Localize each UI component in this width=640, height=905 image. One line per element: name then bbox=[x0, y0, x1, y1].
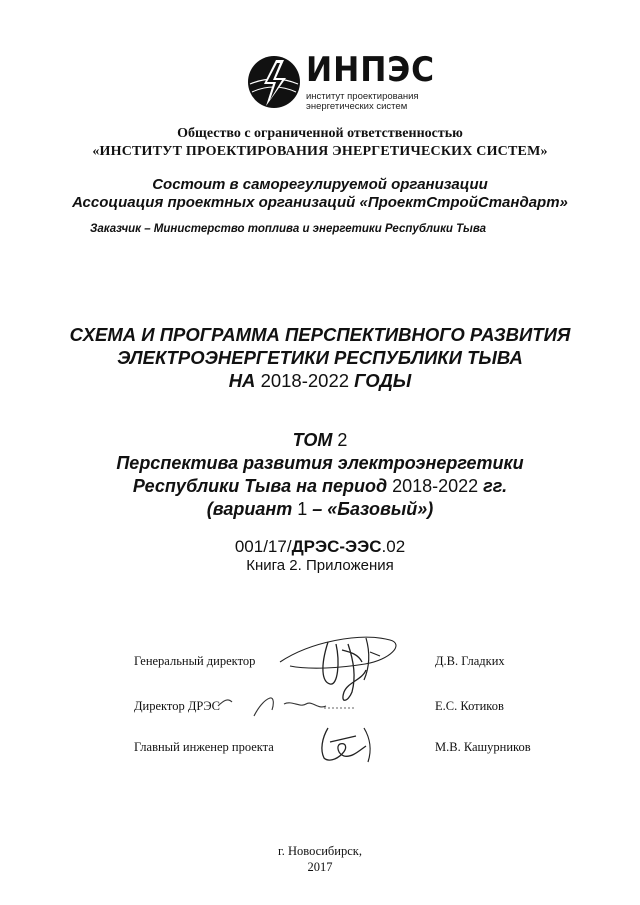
logo-subtitle-line1: институт проектирования bbox=[306, 91, 419, 102]
organization-type: Общество с ограниченной ответственностью bbox=[177, 126, 463, 141]
organization-name: «ИНСТИТУТ ПРОЕКТИРОВАНИЯ ЭНЕРГЕТИЧЕСКИХ СИСТЕМ» bbox=[92, 144, 548, 159]
customer-line: Заказчик – Министерство топлива и энергетики Республики Тыва bbox=[90, 223, 487, 235]
variant-pre: (вариант bbox=[206, 499, 298, 519]
volume-heading bbox=[0, 429, 640, 452]
code-prefix: 001/17/ bbox=[234, 537, 292, 556]
sro-line2: Ассоциация проектных организаций «ПроектСтройСтандарт» bbox=[72, 194, 568, 211]
volume-number: 2 bbox=[332, 430, 348, 450]
book-title: Книга 2. Приложения bbox=[246, 557, 394, 574]
signature-chief-engineer-drawing bbox=[316, 722, 380, 764]
logo-name: ИНПЭС bbox=[306, 50, 436, 90]
signature-position-2: Директор ДРЭС bbox=[134, 699, 220, 713]
volume-title-line1: Перспектива развития электроэнергетики bbox=[116, 453, 524, 473]
document-code bbox=[0, 537, 640, 557]
signature-name-3: М.В. Кашурников bbox=[435, 740, 531, 754]
title-years: 2018-2022 bbox=[260, 370, 350, 391]
signature-position-3: Главный инженер проекта bbox=[134, 740, 274, 754]
volume-years: 2018-2022 bbox=[392, 476, 479, 496]
volume-line3-post: гг. bbox=[478, 476, 508, 496]
logo-subtitle bbox=[306, 92, 436, 112]
company-logo bbox=[246, 50, 436, 120]
logo-subtitle-line2: энергетических систем bbox=[306, 101, 408, 112]
title-line3-pre: НА bbox=[228, 370, 261, 391]
sro-line1: Состоит в саморегулируемой организации bbox=[152, 176, 488, 193]
lightning-globe-icon bbox=[246, 54, 302, 110]
signature-name-2: Е.С. Котиков bbox=[435, 699, 504, 713]
variant-number: 1 bbox=[297, 499, 308, 519]
city: г. Новосибирск, bbox=[278, 844, 362, 858]
volume-variant bbox=[0, 498, 640, 521]
volume-title-line2 bbox=[0, 475, 640, 498]
document-title-line3 bbox=[0, 369, 640, 392]
title-line3-post: ГОДЫ bbox=[349, 370, 412, 391]
signature-drest-drawing bbox=[214, 690, 364, 722]
volume-label: ТОМ bbox=[292, 430, 333, 450]
volume-line3-pre: Республики Тыва на период bbox=[132, 476, 393, 496]
signature-position-1: Генеральный директор bbox=[134, 654, 256, 668]
document-title-line2: ЭЛЕКТРОЭНЕРГЕТИКИ РЕСПУБЛИКИ ТЫВА bbox=[117, 347, 523, 368]
variant-post: – «Базовый») bbox=[307, 499, 434, 519]
document-title-line1: СХЕМА И ПРОГРАММА ПЕРСПЕКТИВНОГО РАЗВИТИЯ bbox=[69, 324, 571, 345]
code-bold: ДРЭС-ЭЭС bbox=[291, 537, 382, 556]
year: 2017 bbox=[307, 860, 333, 874]
code-suffix: .02 bbox=[381, 537, 406, 556]
signature-name-1: Д.В. Гладких bbox=[435, 654, 505, 668]
